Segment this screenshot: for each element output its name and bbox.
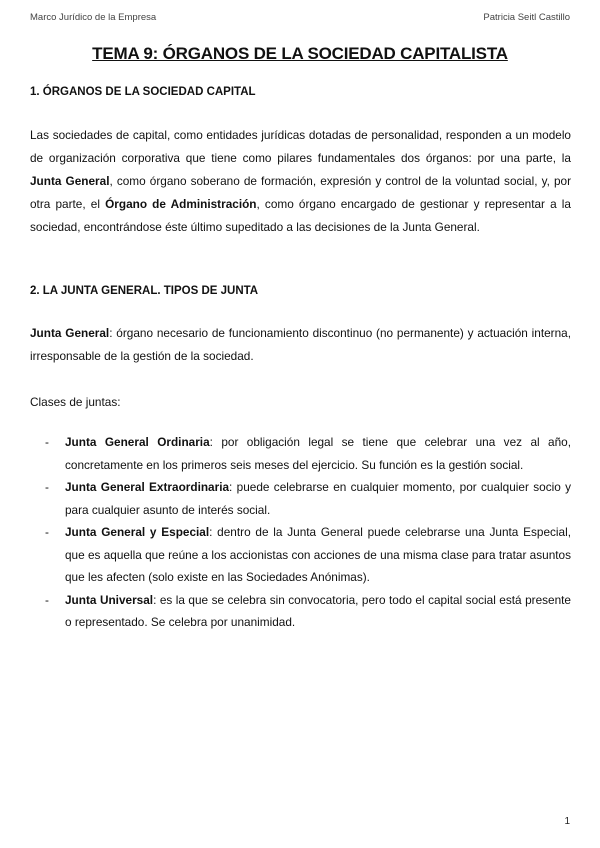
header-author: Patricia Seitl Castillo [483, 12, 570, 23]
page-title: TEMA 9: ÓRGANOS DE LA SOCIEDAD CAPITALISTA [92, 44, 508, 63]
bold-term: Junta Universal [65, 592, 154, 607]
list-item [30, 521, 571, 589]
list-item [30, 476, 571, 521]
bold-term-junta-general: Junta General [30, 174, 110, 188]
section-1-paragraph [30, 124, 571, 239]
text-run: : por obligación legal se tiene que celebrar una vez al año, concretamente en los primeros seis meses del ejercicio. Su función es la gestión social. [65, 435, 571, 472]
bold-term: Junta General y Especial [65, 525, 210, 539]
text-run: : puede celebrarse en cualquier momento, por cualquier socio y para cualquier asunto de interés social. [65, 480, 571, 517]
section-2-heading: 2. LA JUNTA GENERAL. TIPOS DE JUNTA [30, 285, 259, 297]
header-course-title: Marco Jurídico de la Empresa [30, 12, 157, 23]
bold-term-organo-administracion: Órgano de Administración [105, 197, 257, 211]
clases-label: Clases de juntas: [30, 395, 121, 409]
bold-term: Junta General Extraordinaria [65, 480, 230, 494]
bold-term: Junta General [30, 326, 110, 340]
text-run: Las sociedades de capital, como entidades jurídicas dotadas de personalidad, responden a un modelo de organización corporativa que tiene como pilares fundamentales dos órganos: por una parte, la [30, 128, 571, 165]
junta-types-list [30, 431, 571, 634]
text-run: : dentro de la Junta General puede celebrarse una Junta Especial, que es aquella que reúne a los accionistas con acciones de una misma clase para tratar asuntos que les afecten (solo existe en las Sociedades Anónimas). [65, 525, 571, 584]
bullet-dash: - [45, 592, 49, 607]
section-1-heading: 1. ÓRGANOS DE LA SOCIEDAD CAPITAL [30, 86, 256, 98]
page-number: 1 [564, 816, 570, 827]
text-run: : órgano necesario de funcionamiento discontinuo (no permanente) y actuación interna, irresponsable de la gestión de la sociedad. [30, 326, 571, 363]
bold-term: Junta General Ordinaria [65, 435, 210, 449]
text-run: , como órgano encargado de gestionar y representar a la sociedad, encontrándose éste último supeditado a las decisiones de la Junta General. [30, 197, 571, 234]
bullet-dash: - [45, 525, 49, 539]
junta-general-definition [30, 322, 571, 368]
bullet-dash: - [45, 435, 49, 449]
text-run: , como órgano soberano de formación, expresión y control de la voluntad social, y, por otra parte, el [30, 174, 571, 211]
list-item [30, 589, 571, 634]
page-header [30, 12, 570, 26]
bullet-dash: - [45, 480, 49, 494]
list-item [30, 431, 571, 476]
text-run: : es la que se celebra sin convocatoria, pero todo el capital social está presente o representado. Se celebra por unanimidad. [65, 592, 571, 629]
